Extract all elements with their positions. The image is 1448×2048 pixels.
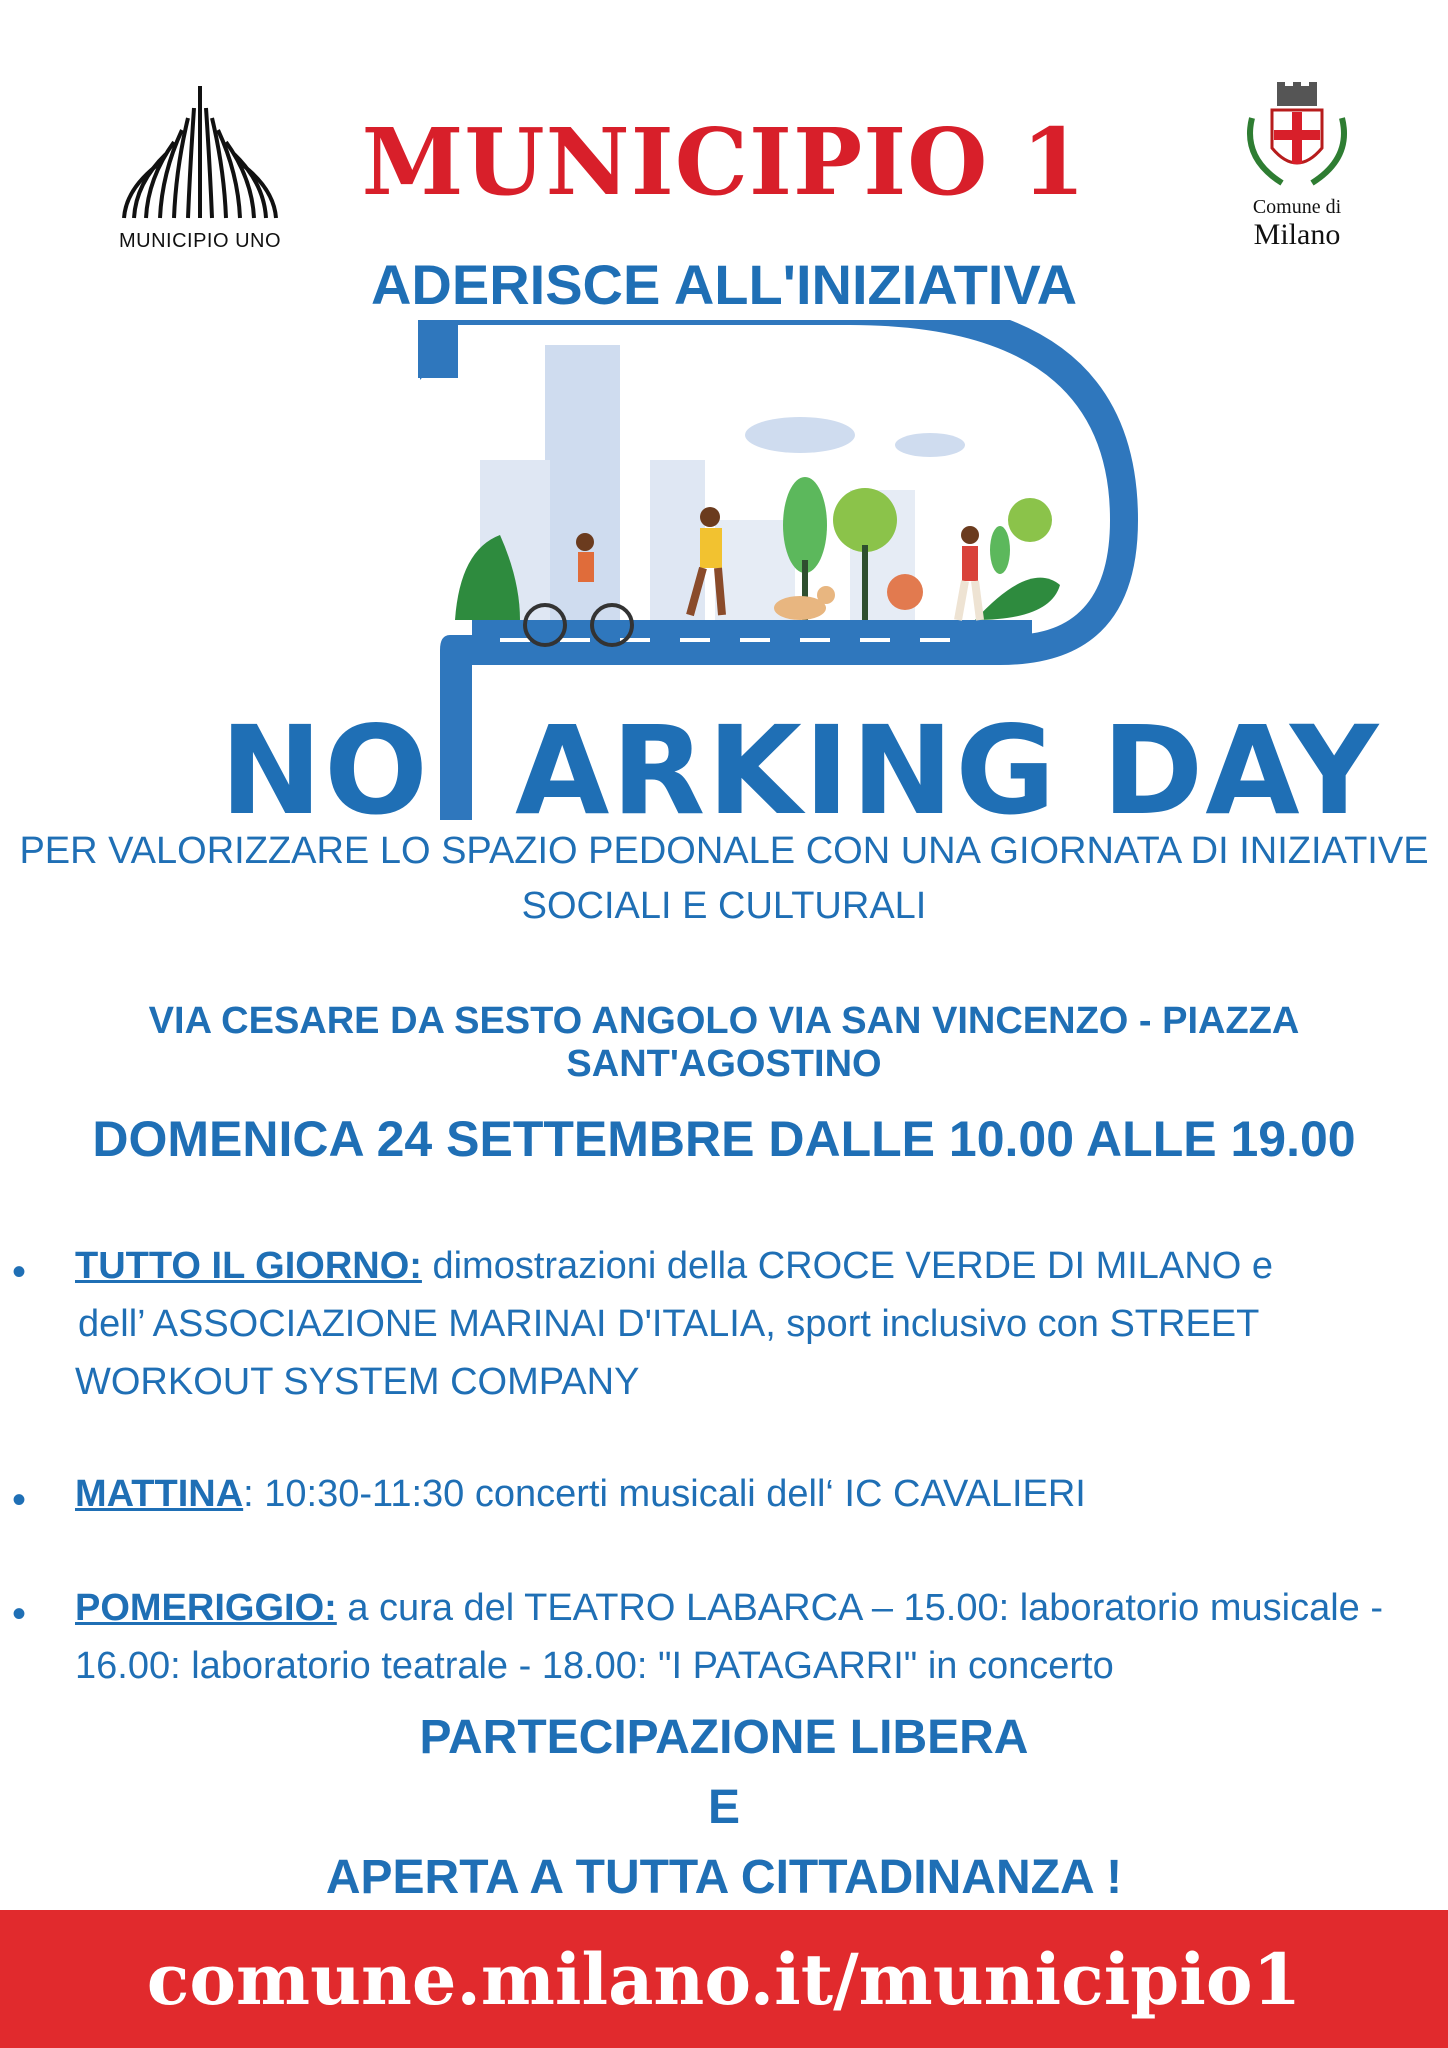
program-text: : 10:30-11:30 concerti musicali dell‘ IC CAVALIERI xyxy=(243,1473,1086,1515)
page-title: MUNICIPIO 1 xyxy=(361,108,1087,216)
program-text: a cura del TEATRO LABARCA – 15.00: laboratorio musicale - xyxy=(336,1587,1383,1629)
event-date: DOMENICA 24 SETTEMBRE DALLE 10.00 ALLE 19.00 xyxy=(92,1111,1356,1167)
closing-line-1: PARTECIPAZIONE LIBERA xyxy=(419,1711,1029,1764)
purpose-line-2: SOCIALI E CULTURALI xyxy=(521,885,927,927)
purpose-line-1: PER VALORIZZARE LO SPAZIO PEDONALE CON UNA GIORNATA DI INIZIATIVE xyxy=(19,830,1429,872)
right-logo-line1: Comune di xyxy=(1252,196,1342,218)
event-name-no: NO xyxy=(220,700,430,842)
bullet-icon: • xyxy=(12,1478,27,1522)
event-location: VIA CESARE DA SESTO ANGOLO VIA SAN VINCENZO - PIAZZA SANT'AGOSTINO xyxy=(148,1000,1300,1085)
program-label: POMERIGGIO: xyxy=(75,1587,337,1629)
program-text: 16.00: laboratorio teatrale - 18.00: "I PATAGARRI" in concerto xyxy=(75,1645,1114,1687)
program-text: WORKOUT SYSTEM COMPANY xyxy=(75,1361,640,1403)
program-label: TUTTO IL GIORNO: xyxy=(75,1245,422,1287)
program-text: dell’ ASSOCIAZIONE MARINAI D'ITALIA, sport inclusivo con STREET xyxy=(78,1303,1260,1345)
bullet-icon: • xyxy=(12,1592,27,1636)
closing-line-2: E xyxy=(707,1781,740,1834)
right-logo-line2: Milano xyxy=(1253,218,1341,251)
bullet-icon: • xyxy=(12,1250,27,1294)
program-item-all-day xyxy=(75,1245,1273,1288)
program-item-afternoon xyxy=(75,1587,1383,1630)
program-label: MATTINA xyxy=(75,1473,244,1515)
left-logo-caption: MUNICIPIO UNO xyxy=(118,230,282,252)
subtitle: ADERISCE ALL'INIZIATIVA xyxy=(370,253,1078,316)
footer-url[interactable]: comune.milano.it/municipio1 xyxy=(146,1938,1302,2021)
event-name-rest: ARKING DAY xyxy=(515,700,1381,842)
closing-line-3: APERTA A TUTTA CITTADINANZA ! xyxy=(325,1851,1123,1904)
program-text: dimostrazioni della CROCE VERDE DI MILANO e xyxy=(421,1245,1273,1287)
program-item-morning xyxy=(75,1473,1086,1516)
